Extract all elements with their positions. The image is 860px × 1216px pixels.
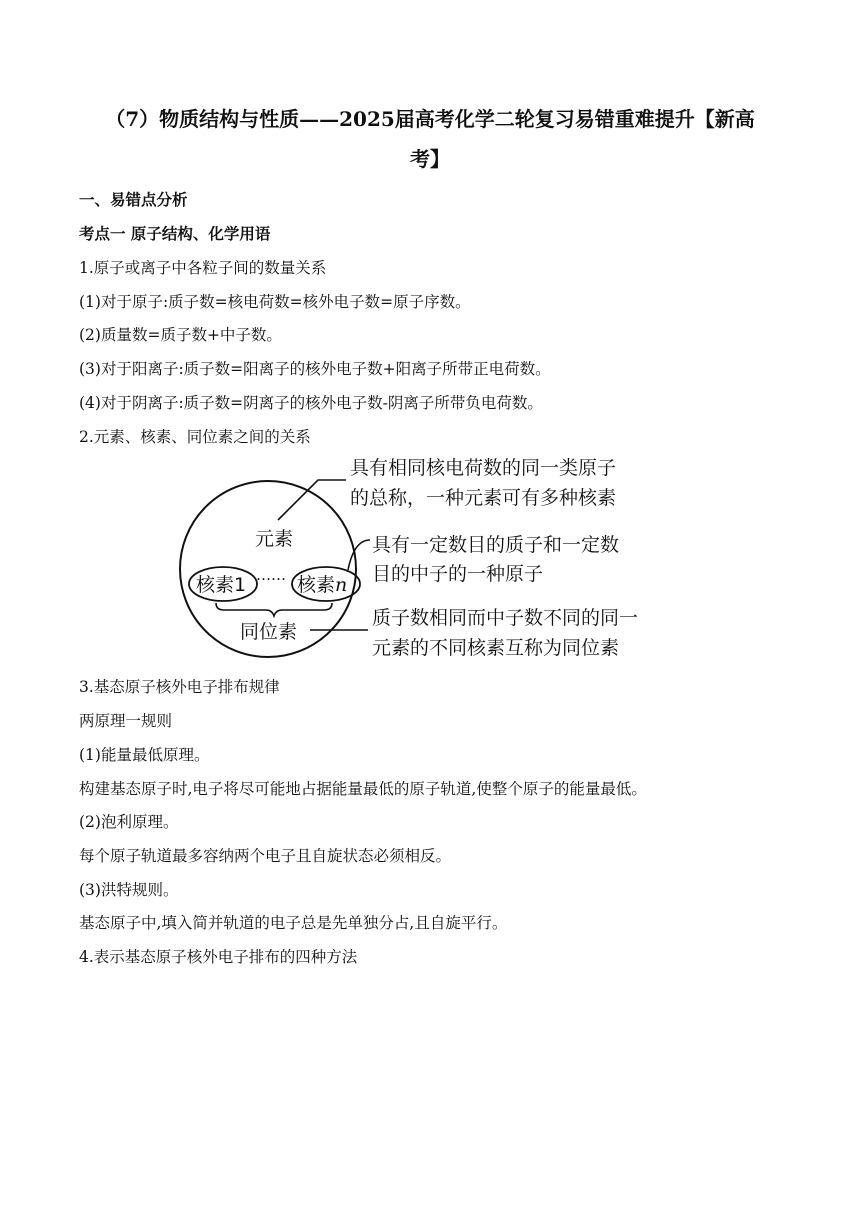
rule-title: (1)能量最低原理。 (79, 746, 210, 764)
rule-title: (3)洪特规则。 (79, 881, 179, 899)
paragraph-heading-4: 4.表示基态原子核外电子排布的四种方法 (79, 948, 358, 966)
leader-line-nuclide (348, 540, 370, 570)
paragraph-heading-2: 2.元素、核素、同位素之间的关系 (79, 428, 311, 446)
list-item: (1)对于原子:质子数=核电荷数=核外电子数=原子序数。 (79, 293, 471, 311)
element-nuclide-isotope-diagram (170, 450, 690, 682)
list-item: (4)对于阴离子:质子数=阴离子的核外电子数-阴离子所带负电荷数。 (79, 394, 543, 412)
list-item: (3)对于阳离子:质子数=阳离子的核外电子数+阳离子所带正电荷数。 (79, 360, 551, 378)
kaodian-heading: 考点一 原子结构、化学用语 (79, 224, 271, 243)
section-heading: 一、易错点分析 (79, 190, 188, 209)
ellipsis-dots: …… (256, 566, 286, 584)
nuclide-n-label: 核素n (297, 574, 348, 596)
element-label: 元素 (255, 528, 294, 550)
isotope-label: 同位素 (240, 621, 298, 643)
paragraph-heading-1: 1.原子或离子中各粒子间的数量关系 (79, 259, 327, 277)
paragraph-heading-3: 3.基态原子核外电子排布规律 (79, 678, 280, 696)
document-title-line1: （7）物质结构与性质——2025届高考化学二轮复习易错重难提升【新高 (105, 107, 755, 131)
nuclide-1-label: 核素1 (196, 574, 247, 596)
isotope-description-line2: 元素的不同核素互称为同位素 (372, 637, 620, 659)
nuclide-description-line1: 具有一定数目的质子和一定数 (372, 534, 620, 556)
element-description-line2: 的总称，一种元素可有多种核素 (350, 487, 617, 509)
document-title-line2: 考】 (410, 147, 450, 171)
nuclide-description-line2: 目的中子的一种原子 (372, 563, 544, 585)
rule-title: (2)泡利原理。 (79, 813, 179, 831)
isotope-brace (216, 603, 332, 616)
element-description-line1: 具有相同核电荷数的同一类原子 (350, 457, 617, 479)
rule-description: 基态原子中,填入简并轨道的电子总是先单独分占,且自旋平行。 (79, 914, 508, 932)
rule-description: 构建基态原子时,电子将尽可能地占据能量最低的原子轨道,使整个原子的能量最低。 (79, 780, 647, 798)
list-item: (2)质量数=质子数+中子数。 (79, 326, 282, 344)
paragraph-subheading: 两原理一规则 (79, 712, 173, 730)
isotope-description-line1: 质子数相同而中子数不同的同一 (372, 607, 639, 629)
rule-description: 每个原子轨道最多容纳两个电子且自旋状态必须相反。 (79, 847, 452, 865)
